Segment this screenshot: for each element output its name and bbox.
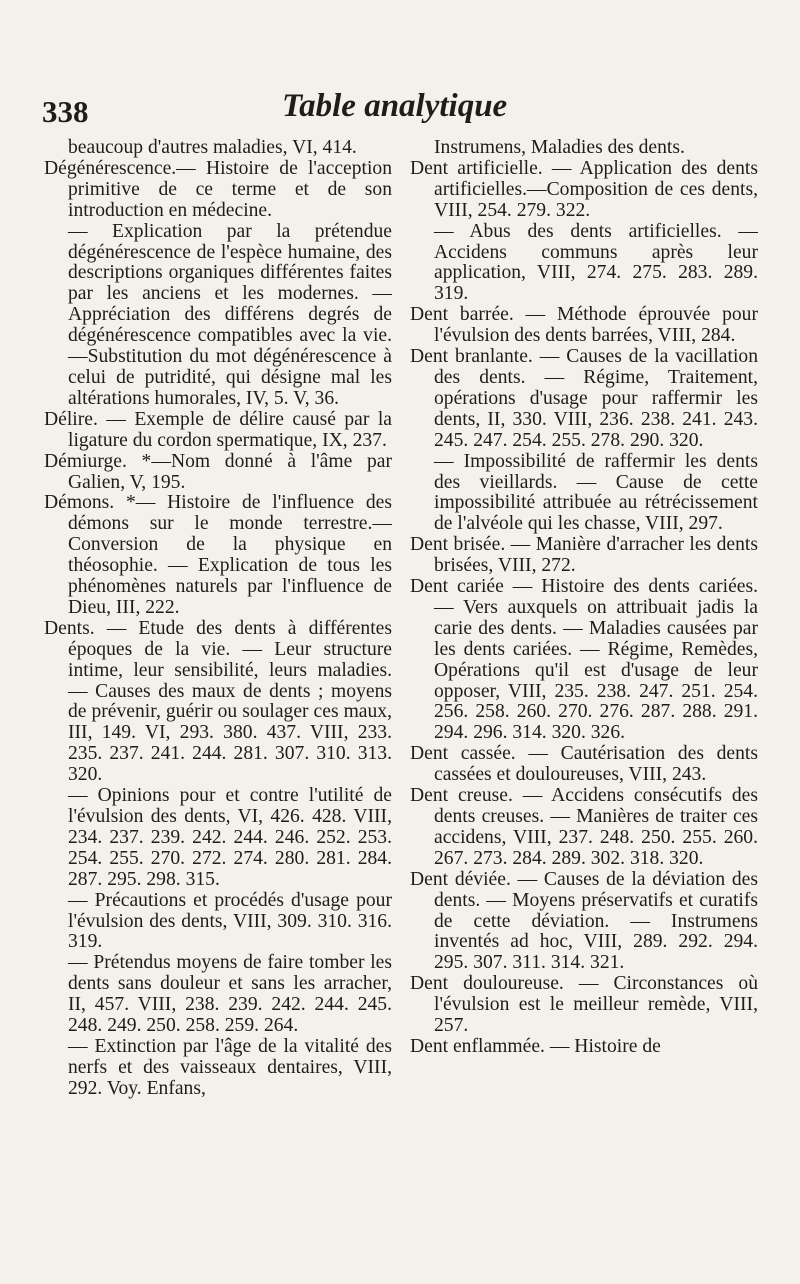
index-subentry: — Extinction par l'âge de la vitalité des nerfs et des vaisseaux dentaires, VIII, 292. Voy. Enfans, — [68, 1035, 392, 1099]
index-entry: Dent déviée. — Causes de la déviation des dents. — Moyens préservatifs et curatifs de cette déviation. — Instrumens inventés ad hoc, VIII, 289. 292. 294. 295. 307. 311. 314. 321. — [410, 868, 758, 974]
left-column — [44, 138, 392, 1278]
right-column — [410, 138, 758, 1278]
index-entry: Démiurge. *—Nom donné à l'âme par Galien, V, 195. — [44, 450, 392, 493]
index-continuation: Instrumens, Maladies des dents. — [434, 138, 685, 158]
index-entry: Démons. *— Histoire de l'influence des démons sur le monde terrestre.— Conversion de la physique en théosophie. — Explication de tous les phénomènes naturels par l'influence de Dieu, III, 222. — [44, 492, 392, 618]
index-entry: Dent artificielle. — Application des dents artificielles.—Composition de ces dents, VIII, 254. 279. 322. — [410, 157, 758, 221]
page-header — [0, 88, 800, 138]
index-entry: Dégénérescence.— Histoire de l'acception primitive de ce terme et de son introduction en médecine. — [44, 157, 392, 221]
index-entry: Dent creuse. — Accidens consécutifs des dents creuses. — Manières de traiter ces accidens, VIII, 237. 248. 250. 255. 260. 267. 273. 284. 289. 302. 318. 320. — [410, 785, 758, 869]
index-entry: Dent cariée — Histoire des dents cariées. — Vers auxquels on attribuait jadis la carie des dents. — Maladies causées par les dents cariées. — Régime, Remèdes, Opérations qu'il est d'usage de leur opposer, VIII, 235. 238. 247. 251. 254. 256. 258. 260. 270. 276. 287. 288. 291. 294. 296. 314. 320. 326. — [410, 576, 758, 744]
index-entry: Délire. — Exemple de délire causé par la ligature du cordon spermatique, IX, 237. — [44, 408, 392, 451]
index-entry: Dent barrée. — Méthode éprouvée pour l'évulsion des dents barrées, VIII, 284. — [410, 304, 758, 347]
running-title: Table analytique — [282, 88, 508, 124]
index-subentry: — Impossibilité de raffermir les dents des vieillards. — Cause de cette impossibilité attribuée au rétrécissement de l'alvéole qui les chasse, VIII, 297. — [434, 450, 758, 535]
index-subentry: — Abus des dents artificielles. — Accidens communs après leur application, VIII, 274. 275. 283. 289. 319. — [434, 220, 758, 305]
index-subentry: — Explication par la prétendue dégénérescence de l'espèce humaine, des descriptions organiques différentes faites par les anciens et les modernes. — Appréciation des différens degrés de dégénérescence compatibles avec la vie.—Substitution du mot dégénérescence à celui de putridité, qui désigne mal les altérations humorales, IV, 5. V, 36. — [68, 220, 392, 409]
page-number: 338 — [42, 94, 89, 129]
index-entry: Dent brisée. — Manière d'arracher les dents brisées, VIII, 272. — [410, 534, 758, 577]
index-subentry: — Précautions et procédés d'usage pour l'évulsion des dents, VIII, 309. 310. 316. 319. — [68, 889, 392, 953]
index-entry: Dent enflammée. — Histoire de — [410, 1035, 661, 1057]
index-entry: Dents. — Etude des dents à différentes époques de la vie. — Leur structure intime, leur sensibilité, leurs maladies. — Causes des maux de dents ; moyens de prévenir, guérir ou soulager ces maux, III, 149. VI, 293. 380. 437. VIII, 233. 235. 237. 241. 244. 281. 307. 310. 313. 320. — [44, 617, 392, 786]
index-entry: Dent branlante. — Causes de la vacillation des dents. — Régime, Traitement, opérations d'usage pour raffermir les dents, II, 330. VIII, 236. 238. 241. 243. 245. 247. 254. 255. 278. 290. 320. — [410, 346, 758, 451]
index-continuation: beaucoup d'autres maladies, VI, 414. — [68, 138, 357, 158]
index-entry: Dent douloureuse. — Circonstances où l'évulsion est le meilleur remède, VIII, 257. — [410, 973, 758, 1037]
index-subentry: — Prétendus moyens de faire tomber les dents sans douleur et sans les arracher, II, 457. VIII, 238. 239. 242. 244. 245. 248. 249. 250. 258. 259. 264. — [68, 952, 392, 1037]
index-subentry: — Opinions pour et contre l'utilité de l'évulsion des dents, VI, 426. 428. VIII, 234. 237. 239. 242. 244. 246. 252. 253. 254. 255. 270. 272. 274. 280. 281. 284. 287. 295. 298. 315. — [68, 785, 392, 890]
index-entry: Dent cassée. — Cautérisation des dents cassées et douloureuses, VIII, 243. — [410, 743, 758, 786]
